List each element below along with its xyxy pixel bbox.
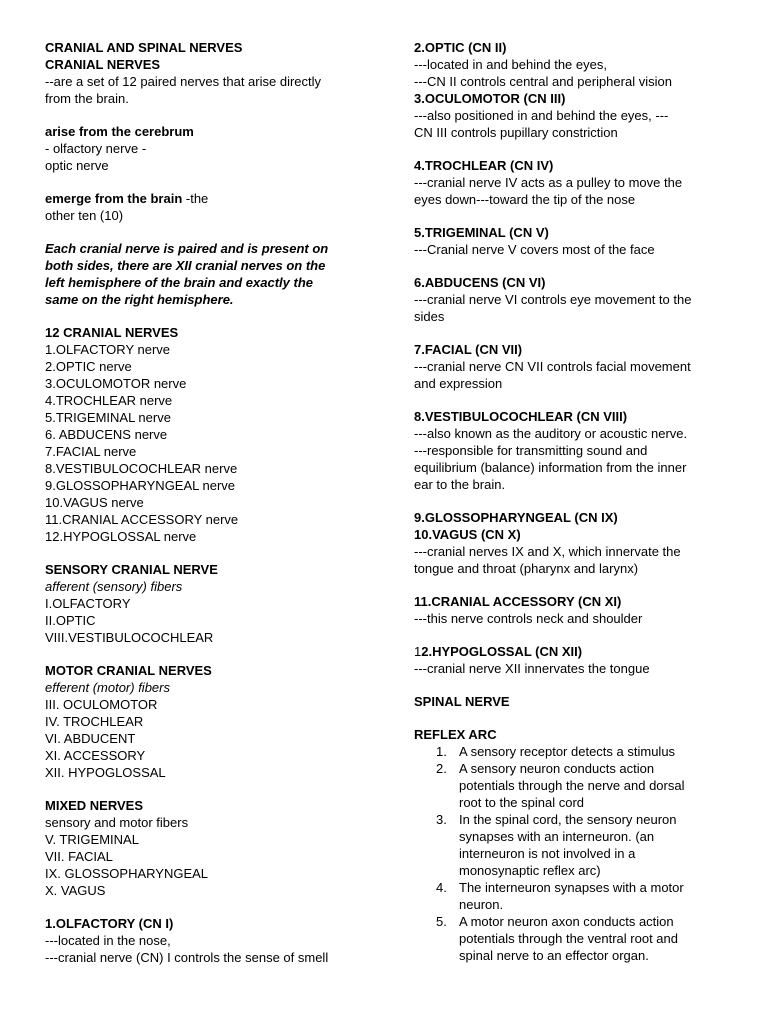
list-item: XI. ACCESSORY	[45, 748, 146, 763]
cerebrum-heading: arise from the cerebrum	[45, 124, 194, 139]
facial-line: and expression	[414, 376, 503, 391]
step-number: 2.	[436, 761, 447, 776]
oculomotor-heading: 3.OCULOMOTOR (CN III)	[414, 91, 566, 106]
document-title: CRANIAL AND SPINAL NERVES	[45, 40, 243, 55]
step-line: potentials through the nerve and dorsal	[459, 778, 685, 793]
reflex-arc-heading: REFLEX ARC	[414, 727, 497, 742]
step-line: synapses with an interneuron. (an	[459, 829, 655, 844]
oculomotor-line: CN III controls pupillary constriction	[414, 125, 618, 140]
paired-note-line: Each cranial nerve is paired and is present on	[45, 241, 329, 256]
step-line: The interneuron synapses with a motor	[459, 880, 684, 895]
reflex-arc-steps	[414, 743, 714, 964]
olfactory-line: ---located in the nose,	[45, 933, 171, 948]
list-item: 11.CRANIAL ACCESSORY nerve	[45, 512, 239, 527]
reflex-step	[414, 811, 714, 879]
step-line: potentials through the ventral root and	[459, 931, 678, 946]
list-item: VI. ABDUCENT	[45, 731, 136, 746]
vestibulocochlear-heading: 8.VESTIBULOCOCHLEAR (CN VIII)	[414, 409, 628, 424]
step-line: A sensory neuron conducts action	[459, 761, 655, 776]
list-item: XII. HYPOGLOSSAL	[45, 765, 166, 780]
abducens-line: sides	[414, 309, 445, 324]
step-line: interneuron is not involved in a	[459, 846, 636, 861]
list-item: 12.HYPOGLOSSAL nerve	[45, 529, 197, 544]
olfactory-line: ---cranial nerve (CN) I controls the sense of smell	[45, 950, 329, 965]
hypoglossal-line: ---cranial nerve XII innervates the tongue	[414, 661, 650, 676]
reflex-step	[414, 913, 714, 964]
list-item: 3.OCULOMOTOR nerve	[45, 376, 187, 391]
paired-note-line: same on the right hemisphere.	[45, 292, 234, 307]
motor-subheading: efferent (motor) fibers	[45, 680, 170, 695]
list-item: 7.FACIAL nerve	[45, 444, 137, 459]
paired-note-line: left hemisphere of the brain and exactly the	[45, 275, 314, 290]
vestibulocochlear-line: ---responsible for transmitting sound and	[414, 443, 648, 458]
list-item: 8.VESTIBULOCOCHLEAR nerve	[45, 461, 238, 476]
vestibulocochlear-line: ---also known as the auditory or acoustic nerve.	[414, 426, 688, 441]
emerge-line-2: other ten (10)	[45, 208, 124, 223]
spinal-nerve-heading: SPINAL NERVE	[414, 694, 510, 709]
intro-line: from the brain.	[45, 91, 129, 106]
oculomotor-line: ---also positioned in and behind the eyes, ---	[414, 108, 669, 123]
paired-note-line: both sides, there are XII cranial nerves on the	[45, 258, 326, 273]
step-number: 1.	[436, 744, 447, 759]
list-item: VII. FACIAL	[45, 849, 113, 864]
olfactory-heading: 1.OLFACTORY (CN I)	[45, 916, 174, 931]
hypoglossal-heading-num: 1	[414, 644, 422, 659]
list-item: II.OPTIC	[45, 613, 96, 628]
abducens-heading: 6.ABDUCENS (CN VI)	[414, 275, 546, 290]
accessory-heading: 11.CRANIAL ACCESSORY (CN XI)	[414, 594, 622, 609]
left-column	[45, 39, 365, 966]
facial-heading: 7.FACIAL (CN VII)	[414, 342, 523, 357]
emerge-rest: -the	[182, 191, 209, 206]
trigeminal-heading: 5.TRIGEMINAL (CN V)	[414, 225, 549, 240]
mixed-subheading: sensory and motor fibers	[45, 815, 189, 830]
hypoglossal-heading	[414, 643, 714, 660]
hypoglossal-heading-text: 2.HYPOGLOSSAL (CN XII)	[421, 644, 583, 659]
list-item: 5.TRIGEMINAL nerve	[45, 410, 171, 425]
step-line: root to the spinal cord	[459, 795, 585, 810]
step-number: 4.	[436, 880, 447, 895]
optic-line: ---CN II controls central and peripheral vision	[414, 74, 672, 89]
trigeminal-line: ---Cranial nerve V covers most of the face	[414, 242, 655, 257]
section-heading-cranial-nerves: CRANIAL NERVES	[45, 57, 161, 72]
motor-heading: MOTOR CRANIAL NERVES	[45, 663, 212, 678]
step-line: In the spinal cord, the sensory neuron	[459, 812, 677, 827]
reflex-step	[414, 760, 714, 811]
list-item: I.OLFACTORY	[45, 596, 131, 611]
list-item: VIII.VESTIBULOCOCHLEAR	[45, 630, 214, 645]
emerge-line	[45, 190, 365, 207]
list-heading: 12 CRANIAL NERVES	[45, 325, 179, 340]
accessory-line: ---this nerve controls neck and shoulder	[414, 611, 643, 626]
list-item: 10.VAGUS nerve	[45, 495, 144, 510]
facial-line: ---cranial nerve CN VII controls facial movement	[414, 359, 691, 374]
step-line: spinal nerve to an effector organ.	[459, 948, 649, 963]
list-item: X. VAGUS	[45, 883, 106, 898]
step-line: A motor neuron axon conducts action	[459, 914, 674, 929]
intro-line: --are a set of 12 paired nerves that arise directly	[45, 74, 322, 89]
trochlear-line: ---cranial nerve IV acts as a pulley to move the	[414, 175, 683, 190]
reflex-step	[414, 879, 714, 913]
glossopharyngeal-heading: 9.GLOSSOPHARYNGEAL (CN IX)	[414, 510, 618, 525]
list-item: IX. GLOSSOPHARYNGEAL	[45, 866, 209, 881]
vestibulocochlear-line: equilibrium (balance) information from the inner	[414, 460, 687, 475]
step-number: 3.	[436, 812, 447, 827]
trochlear-heading: 4.TROCHLEAR (CN IV)	[414, 158, 554, 173]
right-column	[414, 39, 714, 964]
list-item: 2.OPTIC nerve	[45, 359, 132, 374]
step-number: 5.	[436, 914, 447, 929]
sensory-subheading: afferent (sensory) fibers	[45, 579, 183, 594]
list-item: 6. ABDUCENS nerve	[45, 427, 168, 442]
trochlear-line: eyes down---toward the tip of the nose	[414, 192, 636, 207]
step-line: monosynaptic reflex arc)	[459, 863, 601, 878]
mixed-heading: MIXED NERVES	[45, 798, 144, 813]
glosso-vagus-line: ---cranial nerves IX and X, which innervate the	[414, 544, 681, 559]
abducens-line: ---cranial nerve VI controls eye movement to the	[414, 292, 692, 307]
list-item: III. OCULOMOTOR	[45, 697, 158, 712]
emerge-bold: emerge from the brain	[45, 191, 183, 206]
reflex-step	[414, 743, 714, 760]
step-line: A sensory receptor detects a stimulus	[459, 744, 676, 759]
optic-line: ---located in and behind the eyes,	[414, 57, 607, 72]
list-item: V. TRIGEMINAL	[45, 832, 139, 847]
cerebrum-line: - olfactory nerve -	[45, 141, 147, 156]
vagus-heading: 10.VAGUS (CN X)	[414, 527, 521, 542]
glosso-vagus-line: tongue and throat (pharynx and larynx)	[414, 561, 639, 576]
vestibulocochlear-line: ear to the brain.	[414, 477, 506, 492]
list-item: 4.TROCHLEAR nerve	[45, 393, 173, 408]
step-line: neuron.	[459, 897, 504, 912]
cerebrum-line: optic nerve	[45, 158, 109, 173]
list-item: 9.GLOSSOPHARYNGEAL nerve	[45, 478, 236, 493]
list-item: 1.OLFACTORY nerve	[45, 342, 171, 357]
sensory-heading: SENSORY CRANIAL NERVE	[45, 562, 218, 577]
optic-heading: 2.OPTIC (CN II)	[414, 40, 507, 55]
list-item: IV. TROCHLEAR	[45, 714, 144, 729]
